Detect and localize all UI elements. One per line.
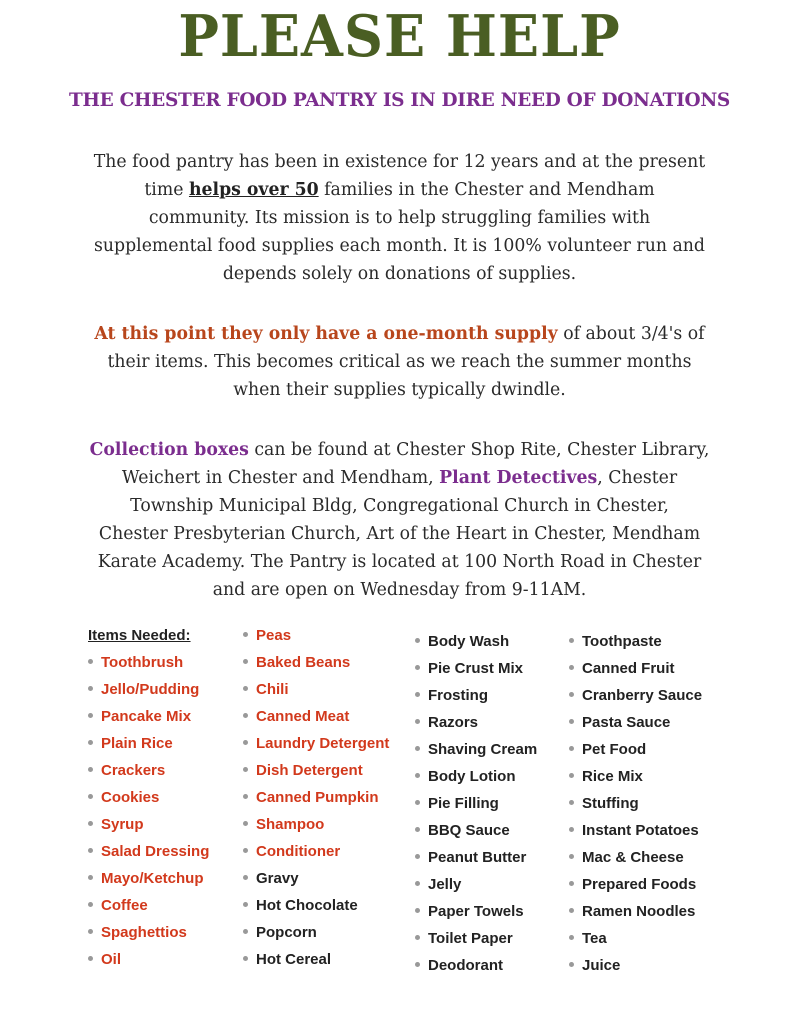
bullet-icon [569,908,574,913]
paragraph-line [0,548,799,576]
item-label: Baked Beans [256,654,351,671]
list-item [569,817,702,844]
list-item [415,817,537,844]
list-item [243,676,389,703]
item-label: Jelly [428,876,462,893]
paragraph-line [0,260,799,288]
body-text: and are open on Wednesday from 9-11AM. [212,580,587,600]
body-text: supplemental food supplies each month. It is 100% volunteer run and [94,236,705,256]
list-item [415,844,537,871]
item-label: Canned Fruit [582,660,675,677]
bullet-icon [243,767,248,772]
item-label: Cookies [101,789,160,806]
bullet-icon [243,821,248,826]
item-label: Conditioner [256,843,341,860]
list-item [88,892,209,919]
list-item [415,682,537,709]
bullet-icon [88,713,93,718]
item-label: Body Wash [428,633,510,650]
list-item [243,784,389,811]
list-item [243,649,389,676]
bullet-icon [415,692,420,697]
bullet-icon [569,638,574,643]
bullet-icon [88,875,93,880]
item-label: Shampoo [256,816,325,833]
item-label: Pet Food [582,741,647,758]
bullet-icon [569,665,574,670]
item-label: Plain Rice [101,735,173,752]
bullet-icon [569,719,574,724]
item-label: Gravy [256,870,299,887]
bullet-icon [569,746,574,751]
bullet-icon [415,935,420,940]
items-column-1 [88,622,209,973]
bullet-icon [569,800,574,805]
item-label: Pie Crust Mix [428,660,524,677]
bullet-icon [88,686,93,691]
emphasis-text: helps over 50 [188,180,319,200]
item-label: Popcorn [256,924,317,941]
item-label: Syrup [101,816,144,833]
bullet-icon [415,881,420,886]
list-item [569,736,702,763]
bullet-icon [569,962,574,967]
list-item [415,952,537,979]
item-label: Coffee [101,897,148,914]
item-label: Peanut Butter [428,849,527,866]
list-item [569,871,702,898]
bullet-icon [88,848,93,853]
body-text: Weichert in Chester and Mendham, [121,468,440,488]
list-item [415,709,537,736]
bullet-icon [243,713,248,718]
item-label: Mac & Cheese [582,849,684,866]
list-item [569,844,702,871]
bullet-icon [243,632,248,637]
bullet-icon [88,821,93,826]
item-label: Ramen Noodles [582,903,696,920]
body-text: families in the Chester and Mendham [318,180,655,200]
bullet-icon [243,794,248,799]
bullet-icon [88,767,93,772]
paragraph-line [0,232,799,260]
list-item [415,790,537,817]
list-item [569,682,702,709]
list-item [88,946,209,973]
item-label: Toothbrush [101,654,184,671]
bullet-icon [243,659,248,664]
body-text: Chester Presbyterian Church, Art of the Heart in Chester, Mendham [98,524,701,544]
item-label: Chili [256,681,289,698]
paragraph-line [0,520,799,548]
items-needed-heading: Items Needed: [88,627,191,644]
item-label: Frosting [428,687,488,704]
list-item [569,790,702,817]
body-text: can be found at Chester Shop Rite, Chester Library, [248,440,710,460]
emphasis-text: Collection boxes [89,440,249,460]
list-item [243,730,389,757]
list-item [415,628,537,655]
paragraph-line [0,148,799,176]
list-item [243,622,389,649]
bullet-icon [415,638,420,643]
item-label: Deodorant [428,957,503,974]
bullet-icon [415,800,420,805]
bullet-icon [415,746,420,751]
bullet-icon [569,935,574,940]
paragraph-line [0,436,799,464]
item-label: Toilet Paper [428,930,513,947]
bullet-icon [243,740,248,745]
bullet-icon [88,929,93,934]
body-text: their items. This becomes critical as we reach the summer months [107,352,692,372]
list-item [243,703,389,730]
body-text: when their supplies typically dwindle. [233,380,566,400]
item-label: Pancake Mix [101,708,192,725]
bullet-icon [569,881,574,886]
item-label: Pie Filling [428,795,499,812]
bullet-icon [569,827,574,832]
list-item [88,730,209,757]
item-label: Hot Cereal [256,951,332,968]
paragraph-line [0,576,799,604]
item-label: Canned Meat [256,708,350,725]
bullet-icon [415,665,420,670]
body-text: community. Its mission is to help struggling families with [148,208,651,228]
body-text: Township Municipal Bldg, Congregational Church in Chester, [130,496,669,516]
items-column-4 [569,628,702,979]
paragraph-line [0,492,799,520]
list-item [243,757,389,784]
bullet-icon [569,854,574,859]
list-item [88,838,209,865]
item-label: Cranberry Sauce [582,687,703,704]
list-item [243,946,389,973]
paragraph-line [0,464,799,492]
paragraph-about [0,148,799,288]
item-label: Crackers [101,762,166,779]
list-item [569,925,702,952]
item-label: Spaghettios [101,924,187,941]
item-label: Jello/Pudding [101,681,200,698]
list-item [88,757,209,784]
bullet-icon [415,719,420,724]
paragraph-line [0,348,799,376]
item-label: Toothpaste [582,633,662,650]
bullet-icon [243,686,248,691]
list-item [88,649,209,676]
list-item [569,952,702,979]
item-label: Paper Towels [428,903,524,920]
list-item [569,898,702,925]
list-item [88,703,209,730]
paragraph-collection [0,436,799,604]
item-label: Hot Chocolate [256,897,358,914]
bullet-icon [415,908,420,913]
bullet-icon [569,773,574,778]
bullet-icon [88,902,93,907]
emphasis-text: Plant Detectives [439,468,598,488]
body-text: depends solely on donations of supplies. [222,264,577,284]
bullet-icon [243,848,248,853]
bullet-icon [88,956,93,961]
item-label: Laundry Detergent [256,735,390,752]
item-label: Salad Dressing [101,843,210,860]
item-label: Mayo/Ketchup [101,870,204,887]
items-column-2 [243,622,389,973]
bullet-icon [243,902,248,907]
body-text: Karate Academy. The Pantry is located at 100 North Road in Chester [97,552,702,572]
list-item [415,871,537,898]
list-item [569,763,702,790]
bullet-icon [243,956,248,961]
list-item [243,892,389,919]
item-label: Juice [582,957,621,974]
list-item [415,655,537,682]
item-label: Peas [256,627,292,644]
bullet-icon [415,854,420,859]
item-label: Rice Mix [582,768,643,785]
bullet-icon [415,773,420,778]
list-item [243,919,389,946]
bullet-icon [415,827,420,832]
bullet-icon [243,875,248,880]
list-item [88,865,209,892]
list-item [88,811,209,838]
list-item [243,838,389,865]
list-item [415,925,537,952]
paragraph-line [0,176,799,204]
item-label: Oil [101,951,122,968]
bullet-icon [88,740,93,745]
list-item [243,865,389,892]
bullet-icon [88,659,93,664]
item-label: Instant Potatoes [582,822,699,839]
item-label: Razors [428,714,479,731]
list-item [415,763,537,790]
item-label: Pasta Sauce [582,714,671,731]
list-item [88,784,209,811]
item-label: Canned Pumpkin [256,789,379,806]
item-label: Body Lotion [428,768,516,785]
bullet-icon [569,692,574,697]
item-label: Dish Detergent [256,762,363,779]
paragraph-line [0,204,799,232]
emphasis-text: At this point they only have a one-month supply [94,324,558,344]
item-label: Prepared Foods [582,876,697,893]
body-text: , Chester [597,468,678,488]
list-item [88,676,209,703]
bullet-icon [415,962,420,967]
list-item [569,709,702,736]
body-text: The food pantry has been in existence for 12 years and at the present [93,152,706,172]
item-label: Tea [582,930,607,947]
paragraph-supply [0,320,799,404]
paragraph-line [0,376,799,404]
page-title: PLEASE HELP [178,2,621,70]
list-item [569,655,702,682]
item-label: Stuffing [582,795,639,812]
items-column-3 [415,628,537,979]
item-label: Shaving Cream [428,741,538,758]
item-label: BBQ Sauce [428,822,510,839]
paragraph-line [0,320,799,348]
bullet-icon [88,794,93,799]
list-item [569,628,702,655]
list-item [415,898,537,925]
bullet-icon [243,929,248,934]
list-item [243,811,389,838]
list-item [88,919,209,946]
list-item [415,736,537,763]
body-text: of about 3/4's of [557,324,705,344]
body-text: time [144,180,189,200]
subtitle: THE CHESTER FOOD PANTRY IS IN DIRE NEED OF DONATIONS [68,90,730,111]
